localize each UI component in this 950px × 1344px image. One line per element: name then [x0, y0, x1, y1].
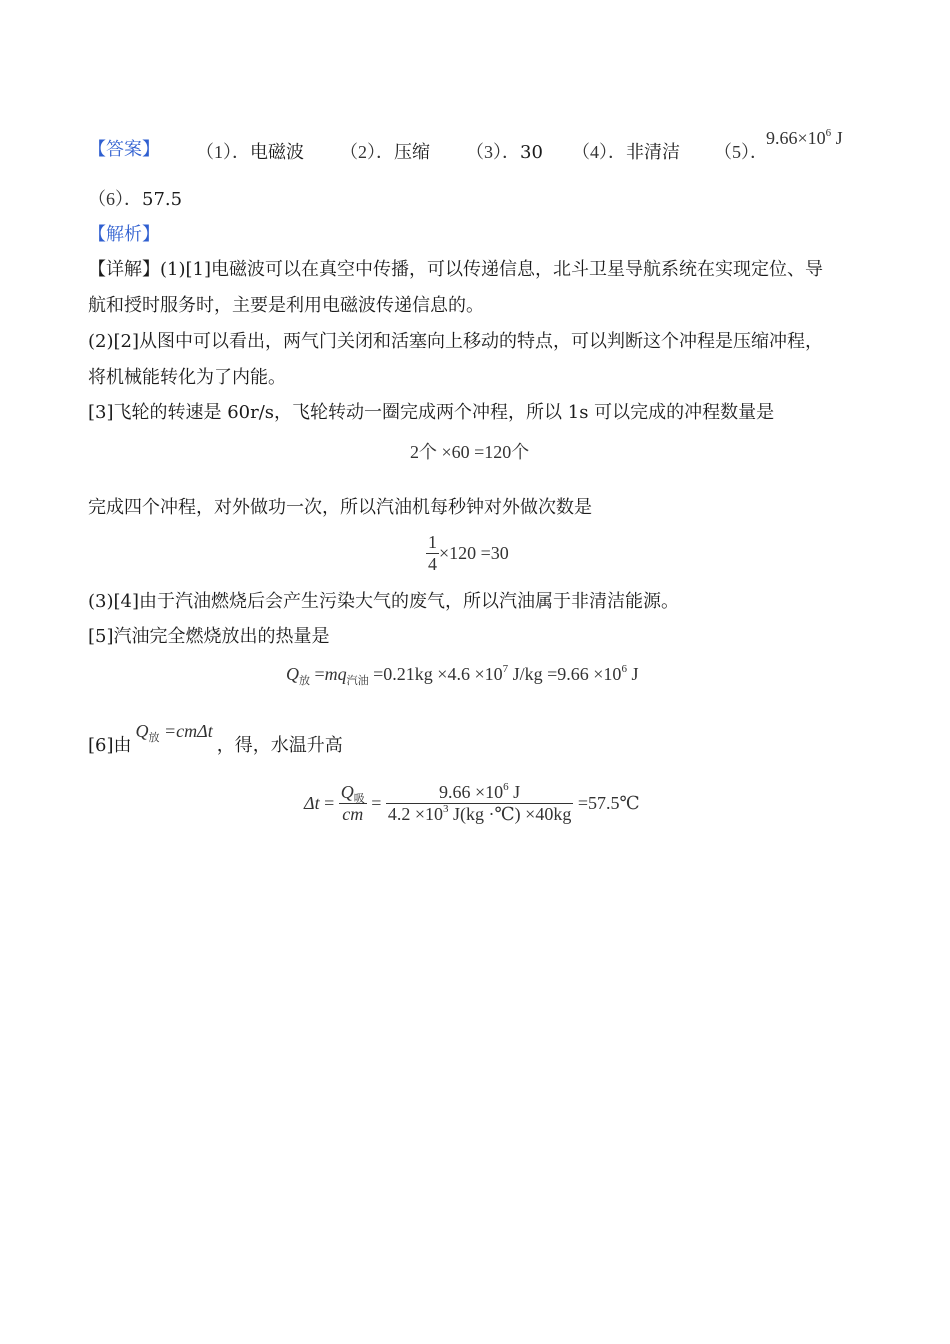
answer-item-6: （6）．57.5 [88, 189, 183, 210]
paragraph-2a: (2)[2]从图中可以看出，两气门关闭和活塞向上移动的特点，可以判断这个冲程是压缩冲程， [88, 331, 823, 352]
paragraph-1b: 航和授时服务时，主要是利用电磁波传递信息的。 [88, 295, 484, 316]
answer-item-1: （1）．电磁波 [196, 142, 304, 163]
paragraph-7: [6]由$Q_放 =cm\Delta t$，得，水温升高 [88, 721, 343, 756]
analysis-tag: 【解析】 [88, 224, 160, 245]
equation-heat-released: $Q_放 =mq_{汽油} =0.21kg \times 4.6 \times 10^7$ $J/kg =9.66 \times 10^6$ J [286, 663, 639, 687]
answer-item-4: （4）．非清洁 [572, 142, 680, 163]
answer-item-3: （3）．30 [466, 142, 543, 163]
equation-work-count: $\frac{1}{4}$ ×120 =30 [428, 532, 509, 574]
inline-formula: $Q_放 =cm\Delta t$ [135, 721, 213, 744]
paragraph-5: (3)[4]由于汽油燃烧后会产生污染大气的废气，所以汽油属于非清洁能源。 [88, 591, 679, 612]
answer-tag: 【答案】 [88, 139, 160, 160]
paragraph-2b: 将机械能转化为了内能。 [88, 367, 286, 388]
answer-item-5: （5）． [714, 142, 768, 162]
answer-item-5-value: $9.66\times 10^6$ J [766, 127, 843, 148]
paragraph-6: [5]汽油完全燃烧放出的热量是 [88, 626, 330, 647]
answer-item-2: （2）．压缩 [340, 142, 430, 163]
paragraph-4: 完成四个冲程，对外做功一次，所以汽油机每秒钟对外做次数是 [88, 497, 592, 518]
equation-temperature-rise: Δt = $\frac{Q_吸}{cm}$ = $\frac{9.66 \times 10^6 J}{4.2 \times 10^3 J(kg \cdot℃) \times 40kg}$ =57.5℃ [304, 781, 640, 824]
paragraph-1a: 【详解】(1)[1]电磁波可以在真空中传播，可以传递信息，北斗卫星导航系统在实现定位、导 [88, 259, 823, 280]
paragraph-3: [3]飞轮的转速是 60r/s，飞轮转动一圈完成两个冲程，所以 1s 可以完成的冲程数量是 [88, 402, 775, 423]
equation-strokes: 2个 ×60 =120个 [410, 442, 530, 462]
